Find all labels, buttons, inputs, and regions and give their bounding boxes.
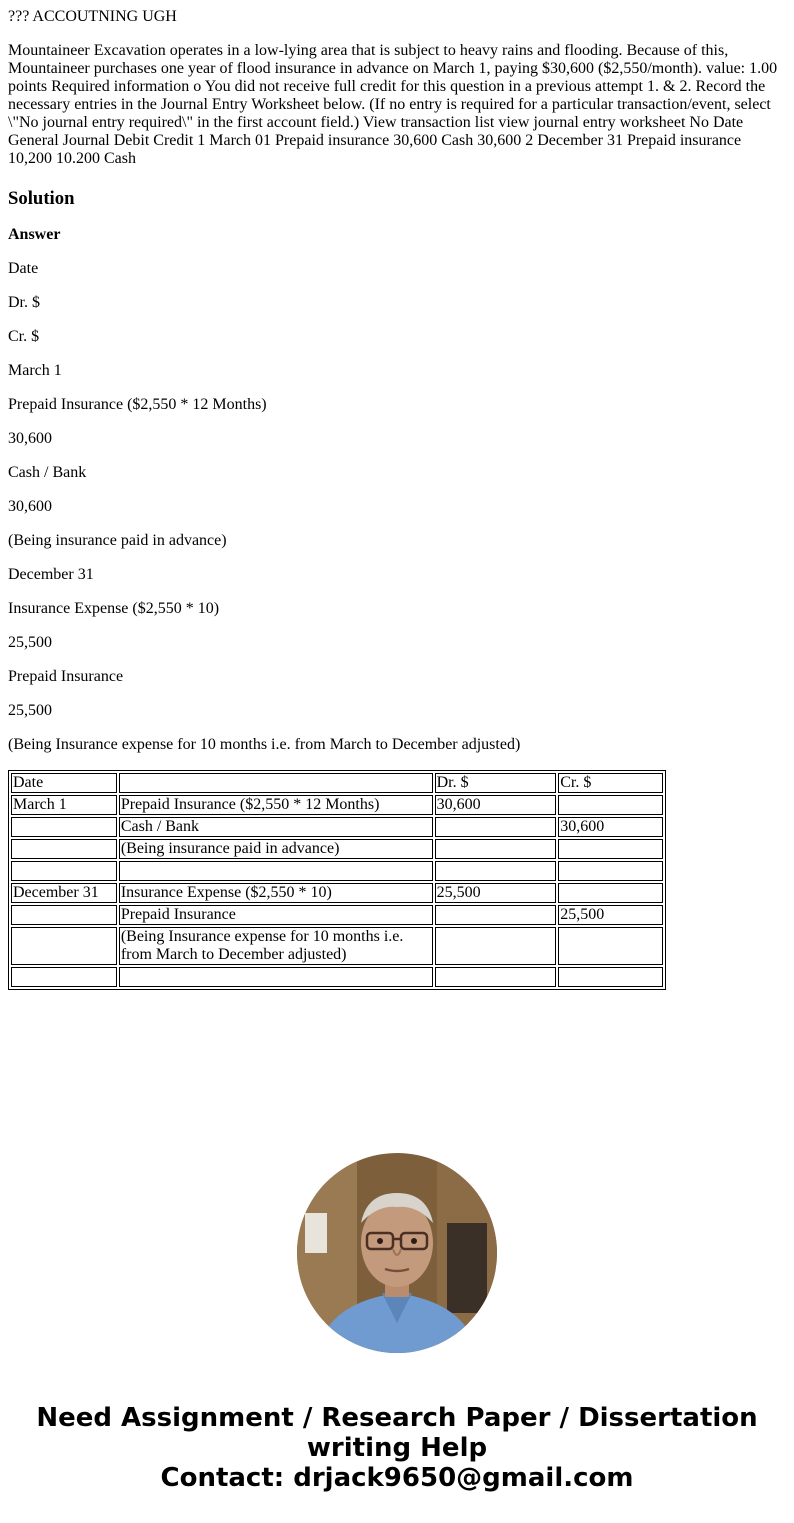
cell-date (11, 905, 117, 925)
separator-cell (119, 967, 433, 987)
cell-date (11, 927, 117, 965)
answer-line: (Being insurance paid in advance) (8, 532, 227, 549)
answer-line: Prepaid Insurance (8, 668, 124, 685)
separator-cell (119, 861, 433, 881)
cell-debit: 25,500 (435, 883, 557, 903)
cell-account: (Being insurance paid in advance) (119, 839, 433, 859)
solution-heading: Solution (8, 188, 75, 209)
answer-line: 25,500 (8, 702, 52, 719)
cell-account: Insurance Expense ($2,550 * 10) (119, 883, 433, 903)
cell-credit (558, 883, 663, 903)
separator-cell (558, 967, 663, 987)
table-separator-row (11, 967, 663, 987)
author-avatar (297, 1153, 497, 1353)
cell-debit (435, 817, 557, 837)
answer-line: (Being Insurance expense for 10 months i.e. from March to December adjusted) (8, 736, 521, 753)
answer-line: Cr. $ (8, 328, 40, 345)
cell-date (11, 839, 117, 859)
separator-cell (435, 861, 557, 881)
answer-line: 25,500 (8, 634, 52, 651)
author-portrait-image (297, 1153, 497, 1353)
header-date: Date (11, 773, 117, 793)
promo-banner (0, 1403, 794, 1493)
table-row (11, 883, 663, 903)
cell-credit (558, 927, 663, 965)
cell-debit (435, 927, 557, 965)
cell-credit: 25,500 (558, 905, 663, 925)
cell-credit: 30,600 (558, 817, 663, 837)
cell-date (11, 817, 117, 837)
promo-line-2: writing Help (306, 1433, 488, 1463)
cell-account: Prepaid Insurance (119, 905, 433, 925)
answer-line: Date (8, 260, 39, 277)
cell-account: Cash / Bank (119, 817, 433, 837)
cell-debit (435, 905, 557, 925)
cell-credit (558, 795, 663, 815)
cell-date: March 1 (11, 795, 117, 815)
answer-line: Dr. $ (8, 294, 40, 311)
cell-date: December 31 (11, 883, 117, 903)
header-account (119, 773, 433, 793)
separator-cell (11, 861, 117, 881)
table-row (11, 817, 663, 837)
promo-contact: Contact: drjack9650@gmail.com (160, 1463, 634, 1493)
answer-line: 30,600 (8, 498, 52, 515)
answer-heading: Answer (8, 226, 61, 243)
separator-cell (11, 967, 117, 987)
question-title: ??? ACCOUTNING UGH (8, 8, 177, 25)
separator-cell (558, 861, 663, 881)
cell-debit (435, 839, 557, 859)
question-text: Mountaineer Excavation operates in a low-lying area that is subject to heavy rains and flooding. Because of this, Mountaineer purchases one year of flood insurance in advance on March 1, paying $30,600 ($2,550/month). value: 1.00 points Required information o You did not receive full credit for this question in a previous attempt 1. & 2. Record the necessary entries in the Journal Entry Worksheet below. (If no entry is required for a particular transaction/event, select \"No journal entry required\" in the first account field.) View transaction list view journal entry worksheet No Date General Journal Debit Credit 1 March 01 Prepaid insurance 30,600 Cash 30,600 2 December 31 Prepaid insurance 10,200 10.200 Cash (8, 42, 778, 167)
answer-line: December 31 (8, 566, 94, 583)
cell-credit (558, 839, 663, 859)
answer-line: Cash / Bank (8, 464, 87, 481)
separator-cell (435, 967, 557, 987)
promo-line-1: Need Assignment / Research Paper / Dissertation (36, 1403, 758, 1433)
journal-table (8, 770, 666, 990)
table-row (11, 927, 663, 965)
table-row (11, 795, 663, 815)
header-debit: Dr. $ (435, 773, 557, 793)
table-row (11, 839, 663, 859)
answer-line: March 1 (8, 362, 62, 379)
table-header-row (11, 773, 663, 793)
cell-account: Prepaid Insurance ($2,550 * 12 Months) (119, 795, 433, 815)
header-credit: Cr. $ (558, 773, 663, 793)
cell-account: (Being Insurance expense for 10 months i.e. from March to December adjusted) (119, 927, 433, 965)
cell-debit: 30,600 (435, 795, 557, 815)
answer-line: Insurance Expense ($2,550 * 10) (8, 600, 220, 617)
table-row (11, 905, 663, 925)
answer-line: Prepaid Insurance ($2,550 * 12 Months) (8, 396, 267, 413)
answer-line: 30,600 (8, 430, 52, 447)
table-separator-row (11, 861, 663, 881)
